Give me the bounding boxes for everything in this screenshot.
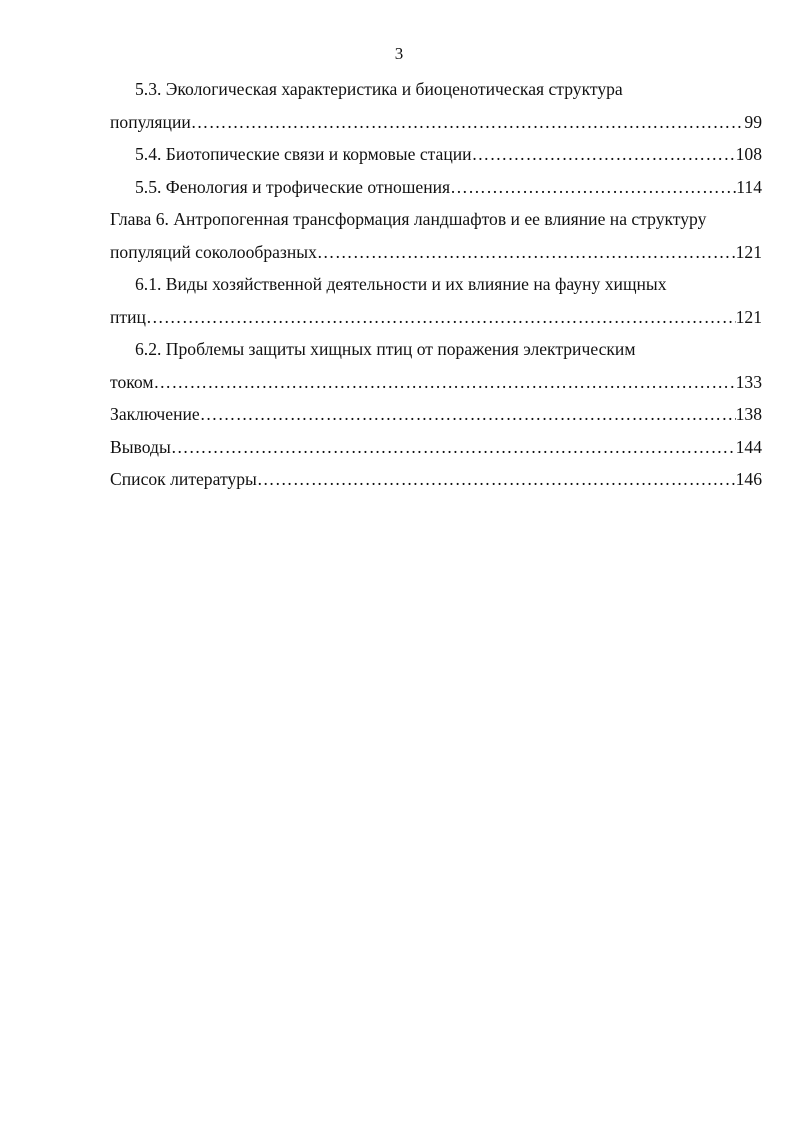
toc-entry-6-2-line2: [110, 369, 762, 402]
toc-entry-5-3-line1: [110, 76, 762, 109]
toc-entry-conclusion: [110, 401, 762, 434]
toc-entry-title: 5.5. Фенология и трофические отношения: [135, 176, 451, 197]
dot-leader: [171, 434, 736, 460]
toc-entry-title-cont: популяции: [110, 111, 191, 132]
dot-leader: [450, 174, 736, 200]
toc-entry-page: 133: [735, 371, 762, 392]
toc-entry-page: 114: [736, 176, 762, 197]
dot-leader: [257, 466, 736, 492]
toc-entry-title-cont: током: [110, 371, 154, 392]
page-number: 3: [394, 44, 404, 63]
toc-entry-5-3-line2: [110, 109, 762, 142]
toc-entry-chapter-6-line1: [110, 206, 762, 239]
toc-entry-references: [110, 466, 762, 499]
dot-leader: [146, 304, 736, 330]
toc-entry-title-cont: птиц: [110, 306, 146, 327]
toc-entry-title: Список литературы: [110, 469, 257, 489]
toc-entry-6-1-line2: [110, 304, 762, 337]
toc-entry-title: Глава 6. Антропогенная трансформация ландшафтов и ее влияние на структуру: [110, 209, 707, 229]
table-of-contents: [110, 76, 762, 499]
toc-entry-title-cont: популяций соколообразных: [110, 241, 317, 262]
toc-entry-title: 5.4. Биотопические связи и кормовые стации: [135, 144, 472, 164]
dot-leader: [317, 239, 736, 265]
toc-entry-5-4: [110, 141, 762, 174]
toc-entry-page: 121: [735, 306, 762, 327]
dot-leader: [200, 401, 736, 427]
toc-entry-title: 6.1. Виды хозяйственной деятельности и их влияние на фауну хищных: [135, 274, 667, 294]
toc-entry-chapter-6-line2: [110, 239, 762, 272]
toc-entry-title: 5.3. Экологическая характеристика и биоценотическая структура: [135, 79, 623, 99]
dot-leader: [472, 141, 736, 167]
toc-entry-page: 99: [744, 111, 762, 132]
toc-entry-page: 146: [735, 469, 762, 489]
toc-entry-title: 6.2. Проблемы защиты хищных птиц от поражения электрическим: [135, 339, 636, 359]
toc-entry-page: 121: [735, 241, 762, 262]
toc-entry-page: 144: [735, 436, 762, 457]
toc-entry-findings: [110, 434, 762, 467]
toc-entry-title: Заключение: [110, 404, 200, 424]
dot-leader: [191, 109, 745, 135]
toc-entry-6-2-line1: [110, 336, 762, 369]
dot-leader: [154, 369, 736, 395]
toc-entry-page: 108: [735, 144, 762, 164]
toc-entry-title: Выводы: [110, 436, 171, 457]
toc-entry-5-5: [110, 174, 762, 207]
toc-entry-6-1-line1: [110, 271, 762, 304]
toc-entry-page: 138: [735, 404, 762, 424]
